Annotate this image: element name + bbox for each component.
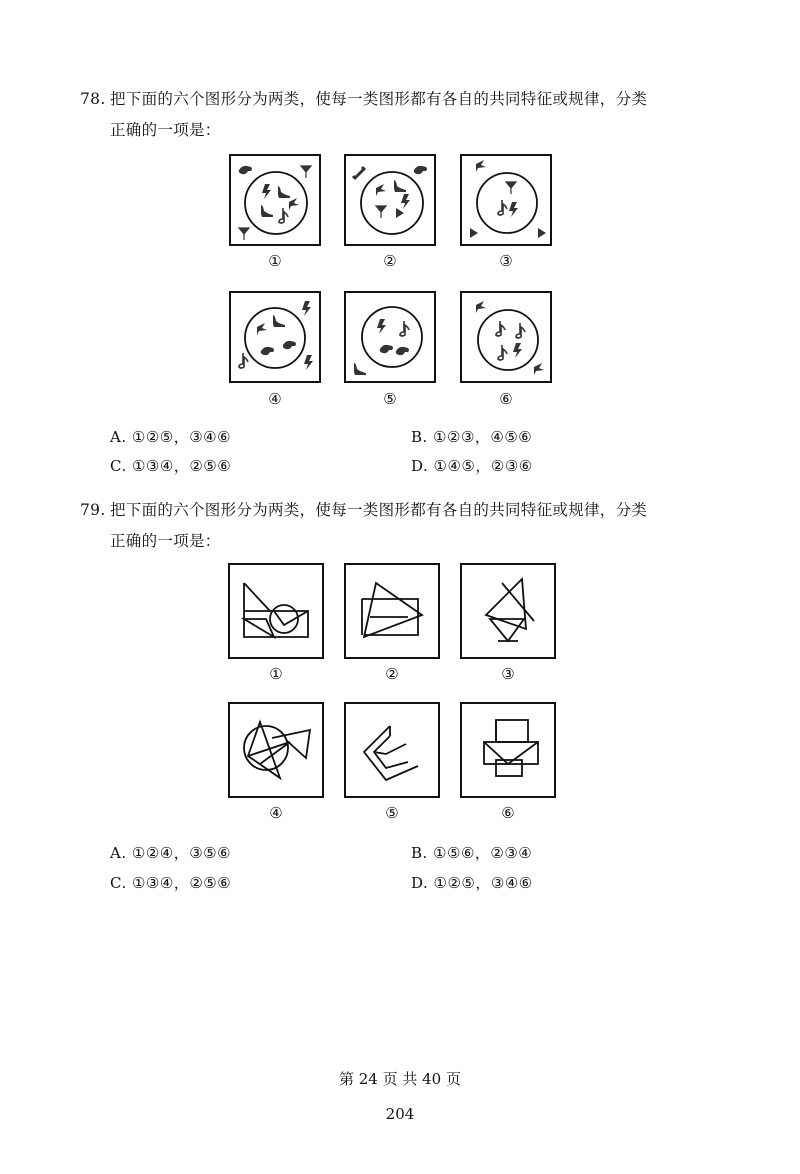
- q79-line2: 正确的一项是：: [110, 532, 221, 550]
- hand-pointer-icon: [283, 341, 296, 349]
- q79-label-2: ②: [385, 665, 399, 683]
- bird-icon: [476, 160, 486, 172]
- q78-figure-2: [344, 154, 436, 246]
- q79-figure-5: [344, 702, 440, 798]
- bird-icon: [534, 363, 544, 375]
- page-number: 204: [385, 1105, 415, 1123]
- q78-line2: 正确的一项是：: [110, 121, 221, 139]
- hand-pointer-icon: [261, 347, 274, 355]
- q79-label-3: ③: [501, 665, 515, 683]
- music-note-icon: [516, 323, 525, 338]
- q79-line1: 把下面的六个图形分为两类，使每一类图形都有各自的共同特征或规律，分类: [110, 501, 648, 519]
- q78-figure-5: [344, 291, 436, 383]
- q79-number: 79.: [80, 501, 106, 519]
- bone-icon: [353, 167, 365, 179]
- hand-pointer-icon: [380, 345, 393, 353]
- q78-line1: 把下面的六个图形分为两类，使每一类图形都有各自的共同特征或规律，分类: [110, 90, 648, 108]
- q78-label-3: ③: [499, 252, 513, 270]
- q78-number: 78.: [80, 90, 106, 108]
- triangle-icon: [538, 228, 546, 238]
- music-note-icon: [239, 353, 248, 368]
- lightning-icon: [304, 355, 313, 370]
- q79-figure-2: [344, 563, 440, 659]
- q79-label-4: ④: [269, 804, 283, 822]
- triangle-icon: [470, 228, 478, 238]
- q79-figure-1: [228, 563, 324, 659]
- page-indicator: 第 24 页 共 40 页: [338, 1070, 461, 1088]
- music-note-icon: [498, 200, 507, 215]
- q78-stem: [80, 84, 647, 146]
- lightning-icon: [377, 319, 386, 334]
- shoe-icon: [278, 186, 290, 198]
- music-note-icon: [279, 208, 288, 223]
- lightning-icon: [513, 343, 522, 358]
- lightning-icon: [262, 184, 271, 199]
- q78-label-1: ①: [268, 252, 282, 270]
- q78-figure-4: [229, 291, 321, 383]
- q79-label-6: ⑥: [501, 804, 515, 822]
- q79-figure-6: [460, 702, 556, 798]
- music-note-icon: [400, 321, 409, 336]
- hand-pointer-icon: [414, 166, 427, 174]
- q78-label-6: ⑥: [499, 390, 513, 408]
- q78-option-d: D. ①④⑤，②③⑥: [411, 457, 533, 475]
- q78-label-4: ④: [268, 390, 282, 408]
- bird-icon: [376, 184, 386, 196]
- hand-pointer-icon: [239, 166, 252, 174]
- q79-label-1: ①: [269, 665, 283, 683]
- martini-glass-icon: [376, 206, 386, 218]
- martini-glass-icon: [239, 228, 249, 240]
- bird-icon: [257, 323, 267, 335]
- q78-figure-3: [460, 154, 552, 246]
- q78-label-2: ②: [383, 252, 397, 270]
- q79-figure-3: [460, 563, 556, 659]
- martini-glass-icon: [506, 182, 516, 194]
- triangle-icon: [396, 208, 404, 218]
- q78-figure-1: [229, 154, 321, 246]
- q78-option-b: B. ①②③，④⑤⑥: [411, 428, 533, 446]
- q78-label-5: ⑤: [383, 390, 397, 408]
- q79-option-b: B. ①⑤⑥，②③④: [411, 844, 533, 862]
- bird-icon: [289, 198, 299, 210]
- q79-option-d: D. ①②⑤，③④⑥: [411, 874, 533, 892]
- martini-glass-icon: [301, 166, 311, 178]
- q79-figure-4: [228, 702, 324, 798]
- bird-icon: [476, 301, 486, 313]
- q78-figure-6: [460, 291, 552, 383]
- music-note-icon: [498, 345, 507, 360]
- music-note-icon: [496, 321, 505, 336]
- q79-option-c: C. ①③④，②⑤⑥: [110, 874, 232, 892]
- hand-pointer-icon: [396, 347, 409, 355]
- shoe-icon: [394, 180, 406, 192]
- q78-option-a: A. ①②⑤，③④⑥: [110, 428, 232, 446]
- q78-option-c: C. ①③④，②⑤⑥: [110, 457, 232, 475]
- lightning-icon: [509, 202, 518, 217]
- lightning-icon: [401, 194, 410, 209]
- q79-label-5: ⑤: [385, 804, 399, 822]
- q79-stem: [80, 495, 647, 557]
- shoe-icon: [261, 205, 273, 217]
- shoe-icon: [273, 315, 285, 327]
- shoe-icon: [354, 363, 366, 375]
- lightning-icon: [302, 301, 311, 316]
- q79-option-a: A. ①②④，③⑤⑥: [110, 844, 232, 862]
